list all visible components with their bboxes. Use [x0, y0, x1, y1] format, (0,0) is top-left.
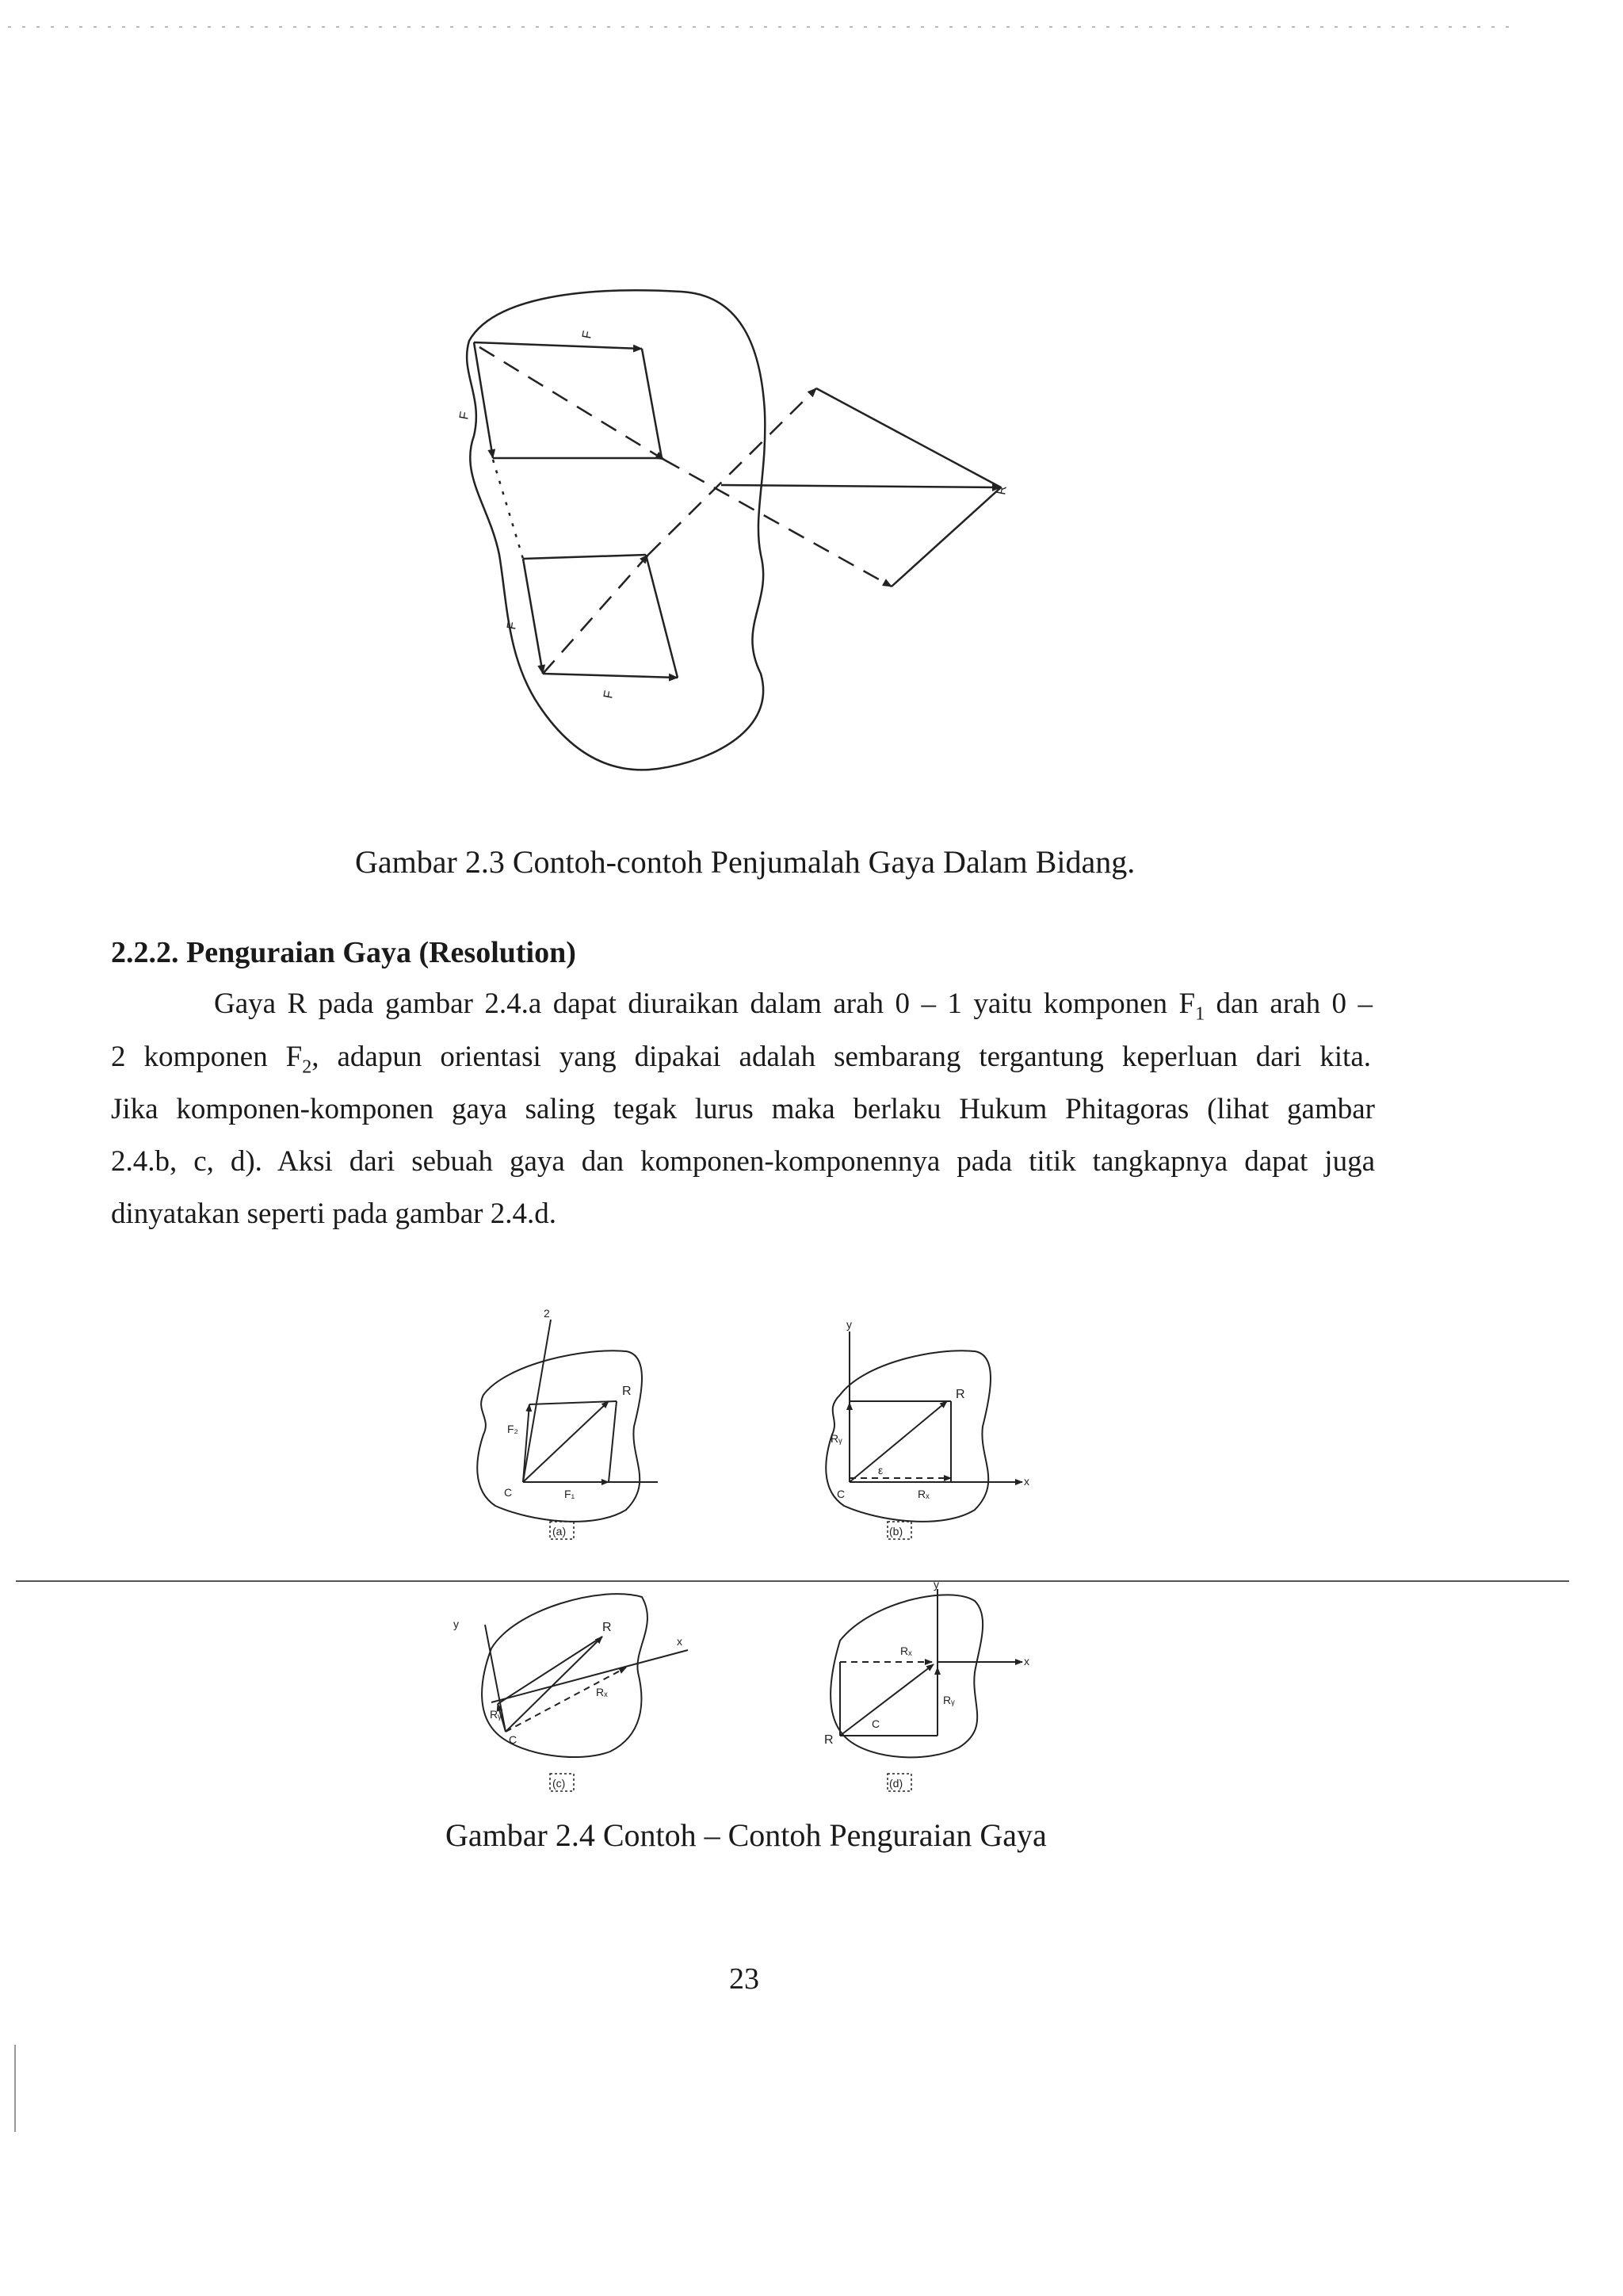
panel-d-ry-label: Rᵧ	[943, 1694, 955, 1706]
scan-noise-top	[0, 0, 1623, 48]
paragraph-line-2-tail: , adapun orientasi yang dipakai adalah sembarang tergantung keperluan dari kita.	[311, 1041, 1371, 1073]
panel-c-tag: (c)	[552, 1777, 566, 1790]
panel-b-c-label: C	[837, 1488, 846, 1500]
panel-b-r-label: R	[956, 1388, 965, 1401]
body-outline	[467, 290, 765, 770]
panel-b-tag: (b)	[889, 1525, 903, 1538]
paragraph-line-2	[111, 1040, 1371, 1078]
paragraph-line-5: dinyatakan seperti pada gambar 2.4.d.	[111, 1198, 556, 1230]
paragraph-line-3: Jika komponen-komponen gaya saling tegak lurus maka berlaku Hukum Phitagoras (lihat gambar	[111, 1093, 1375, 1125]
paragraph-line-1-text: Gaya R pada gambar 2.4.a dapat diuraikan dalam arah 0 – 1 yaitu komponen F	[214, 988, 1196, 1020]
panel-a-c-label: C	[504, 1486, 513, 1499]
panel-d-x-label: x	[1024, 1655, 1029, 1668]
panel-a-r-label: R	[622, 1385, 632, 1398]
panel-c-ry-label: Rᵧ	[490, 1708, 502, 1721]
panel-c-x-label: x	[677, 1635, 682, 1648]
figure-2-4-caption: Gambar 2.4 Contoh – Contoh Penguraian Gaya	[445, 1817, 1047, 1853]
panel-d-y-label: y	[934, 1578, 939, 1591]
panel-c-r-label: R	[602, 1621, 612, 1634]
subscript-2: 2	[302, 1056, 312, 1078]
panel-d-r-label: R	[824, 1733, 834, 1747]
panel-b-x-label: x	[1024, 1475, 1029, 1488]
panel-a-axis-label: 2	[544, 1307, 550, 1320]
page-number: 23	[729, 1962, 759, 1996]
paragraph-line-4: 2.4.b, c, d). Aksi dari sebuah gaya dan komponen-komponennya pada titik tangkapnya dapat juga	[111, 1145, 1375, 1178]
figure-2-4-diagram	[436, 1300, 1070, 1815]
panel-d-rx-label: Rₓ	[900, 1645, 912, 1657]
panel-d-c-label: C	[872, 1717, 880, 1730]
paragraph-line-1	[214, 987, 1373, 1025]
panel-b-y-label: y	[846, 1318, 852, 1331]
label-f-left: F	[457, 411, 472, 421]
subscript-1: 1	[1195, 1003, 1205, 1025]
label-f-bottom: F	[601, 690, 617, 700]
label-f-low: F	[505, 621, 520, 631]
panel-a-tag: (a)	[552, 1525, 567, 1538]
panel-b-rx-label: Rₓ	[918, 1488, 930, 1500]
panel-a-f2-label: F₂	[507, 1423, 518, 1435]
panel-d	[831, 1589, 1022, 1757]
paragraph-line-1-tail: dan arah 0 –	[1205, 988, 1373, 1020]
panel-b-ry-label: Rᵧ	[831, 1432, 842, 1445]
label-r: R	[995, 484, 1010, 496]
paragraph-line-2-text: 2 komponen F	[111, 1041, 303, 1073]
panel-b-angle-label: ε	[878, 1464, 884, 1477]
figure-2-3-caption: Gambar 2.3 Contoh-contoh Penjumalah Gaya Dalam Bidang.	[355, 844, 1136, 880]
scan-margin-mark	[11, 2045, 19, 2140]
figure-2-3-diagram	[444, 277, 1046, 800]
panel-c-y-label: y	[453, 1618, 459, 1630]
label-f-top: F	[580, 330, 595, 340]
section-heading: 2.2.2. Penguraian Gaya (Resolution)	[111, 936, 576, 969]
panel-c-c-label: C	[509, 1733, 517, 1746]
panel-d-tag: (d)	[889, 1777, 903, 1790]
panel-c-rx-label: Rₓ	[596, 1686, 608, 1698]
panel-a-f1-label: F₁	[564, 1488, 575, 1500]
